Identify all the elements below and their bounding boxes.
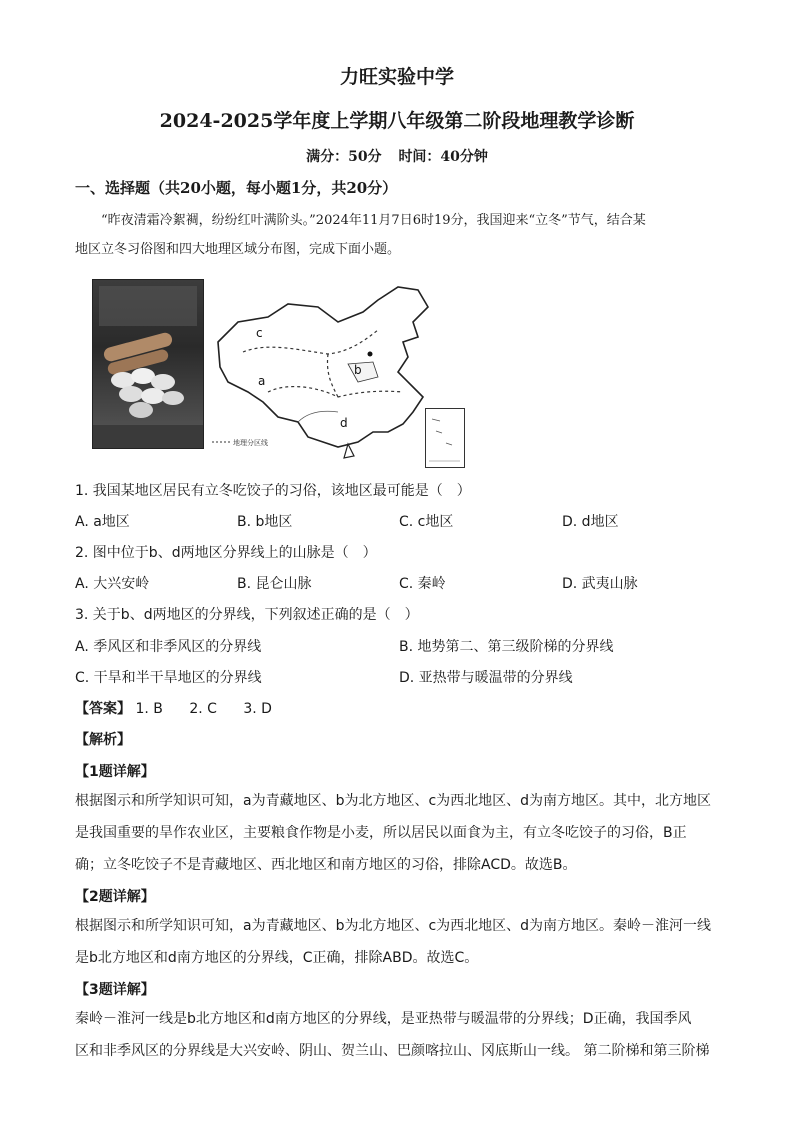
map-label-d: d	[340, 416, 348, 430]
question-1-option-a: A. a地区	[75, 514, 130, 530]
section-title: 一、选择题（共20小题，每小题1分，共20分）	[75, 179, 398, 197]
question-1-option-d: D. d地区	[562, 514, 619, 530]
analysis-part-1-line-1: 根据图示和所学知识可知，a为青藏地区、b为北方地区、c为西北地区、d为南方地区。其中，北方地区	[75, 793, 712, 809]
analysis-part-1-title: 【1题详解】	[75, 764, 155, 780]
question-3-option-c: C. 干旱和半干旱地区的分界线	[75, 670, 262, 686]
question-2-option-b: B. 昆仑山脉	[237, 576, 312, 592]
winter-custom-photo	[92, 279, 204, 449]
question-3-option-b: B. 地势第二、第三级阶梯的分界线	[399, 639, 614, 655]
map-label-b: b	[354, 363, 362, 377]
map-label-a: a	[258, 374, 266, 388]
analysis-part-3-line-2: 区和非季风区的分界线是大兴安岭、阴山、贺兰山、巴颜喀拉山、冈底斯山一线。 第二阶梯和第三阶梯	[75, 1043, 710, 1059]
answer-2: 2. C	[189, 701, 217, 717]
question-1-stem: 1. 我国某地区居民有立冬吃饺子的习俗，该地区最可能是（ ）	[75, 483, 471, 499]
analysis-part-2-text	[75, 910, 720, 974]
answer-1: 1. B	[135, 701, 163, 717]
analysis-part-3-title: 【3题详解】	[75, 982, 155, 998]
full-score: 满分：50分	[306, 149, 382, 165]
exam-time: 时间：40分钟	[398, 149, 488, 165]
analysis-part-1-line-3: 确；立冬吃饺子不是青藏地区、西北地区和南方地区的习俗，排除ACD。故选B。	[75, 857, 577, 873]
analysis-part-1-line-2: 是我国重要的旱作农业区，主要粮食作物是小麦，所以居民以面食为主，有立冬吃饺子的习俗，B正	[75, 825, 687, 841]
answer-line	[75, 698, 294, 718]
analysis-part-3-line-1: 秦岭－淮河一线是b北方地区和d南方地区的分界线，是亚热带与暖温带的分界线；D正确，我国季风	[75, 1011, 692, 1027]
question-1-option-c: C. c地区	[399, 514, 454, 530]
question-3-option-d: D. 亚热带与暖温带的分界线	[399, 670, 573, 686]
analysis-part-3-text	[75, 1003, 720, 1067]
question-2-option-a: A. 大兴安岭	[75, 576, 150, 592]
question-2-stem: 2. 图中位于b、d两地区分界线上的山脉是（ ）	[75, 545, 377, 561]
intro-line-2: 地区立冬习俗图和四大地理区域分布图，完成下面小题。	[75, 242, 401, 257]
map-label-c: c	[256, 326, 263, 340]
analysis-part-2-title: 【2题详解】	[75, 889, 155, 905]
question-2-option-c: C. 秦岭	[399, 576, 446, 592]
question-1-option-b: B. b地区	[237, 514, 293, 530]
question-3-option-a: A. 季风区和非季风区的分界线	[75, 639, 262, 655]
question-2-option-d: D. 武夷山脉	[562, 576, 638, 592]
question-3-stem: 3. 关于b、d两地区的分界线，下列叙述正确的是（ ）	[75, 607, 419, 623]
analysis-label: 【解析】	[75, 732, 131, 748]
exam-meta	[0, 146, 794, 166]
answer-label: 【答案】	[75, 701, 131, 717]
answer-3: 3. D	[243, 701, 272, 717]
map-legend: 地理分区线	[233, 439, 268, 447]
south-sea-inset	[425, 408, 465, 468]
exam-title: 2024-2025学年度上学期八年级第二阶段地理教学诊断	[159, 110, 635, 132]
analysis-part-2-line-2: 是b北方地区和d南方地区的分界线，C正确，排除ABD。故选C。	[75, 950, 479, 966]
intro-line-1: “昨夜清霜冷絮裯，纷纷红叶满阶头。”2024年11月7日6时19分，我国迎来“立冬”节气，结合某	[101, 213, 646, 228]
analysis-part-2-line-1: 根据图示和所学知识可知，a为青藏地区、b为北方地区、c为西北地区、d为南方地区。秦岭－淮河一线	[75, 918, 712, 934]
analysis-part-1-text	[75, 785, 720, 881]
school-name: 力旺实验中学	[339, 66, 454, 88]
